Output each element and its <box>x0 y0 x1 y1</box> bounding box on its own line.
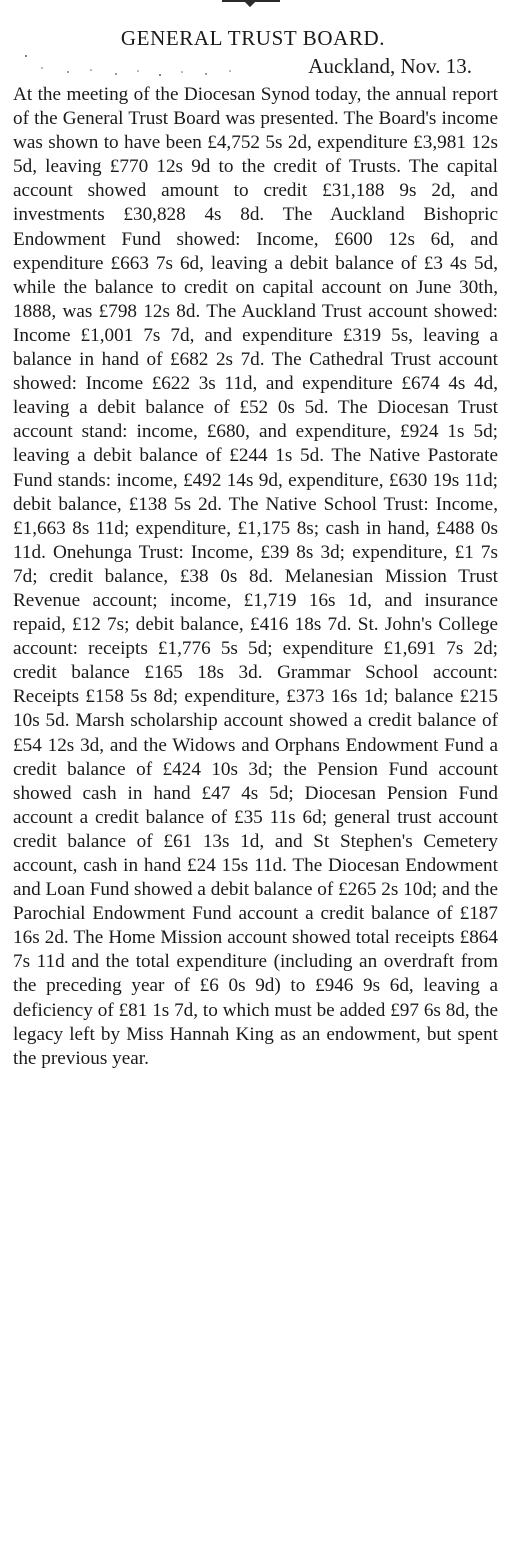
article-dateline: Auckland, Nov. 13. <box>308 54 472 78</box>
article-headline: GENERAL TRUST BOARD. <box>120 26 386 50</box>
article-body: At the meeting of the Diocesan Synod today, the annual report of the General Trust Board was presented. The Board's income was shown to have been £4,752 5s 2d, expenditure £3,981 12s 5d, leaving £770 12s 9d to the credit of Trusts. The capital account showed amount to credit £31,188 9s 2d, and investments £30,828 4s 8d. The Auckland Bishopric Endowment Fund showed: Income, £600 12s 6d, and expenditure £663 7s 6d, leaving a debit balance of £3 4s 5d, while the balance to credit on capital account on June 30th, 1888, was £798 12s 8d. The Auckland Trust account showed: Income £1,001 7s 7d, and expenditure £319 5s, leaving a balance in hand of £682 2s 7d. The Cathedral Trust account showed: Income £622 3s 11d, and expenditure £674 4s 4d, leaving a debit balance of £52 0s 5d. The Diocesan Trust account stand: income, £680, and expenditure, £924 1s 5d; leaving a debit balance of £244 1s 5d. The Native Pastorate Fund stands: income, £492 14s 9d, expenditure, £630 19s 11d; debit balance, £138 5s 2d. The Native School Trust: Income, £1,663 8s 11d; expenditure, £1,175 8s; cash in hand, £488 0s 11d. Onehunga Trust: Income, £39 8s 3d; expenditure, £1 7s 7d; credit balance, £38 0s 8d. Melanesian Mission Trust Revenue account; income, £1,719 16s 1d, and insurance repaid, £12 7s; debit balance, £416 18s 7d. St. John's College account: receipts £1,776 5s 5d; expenditure £1,691 7s 2d; credit balance £165 18s 3d. Grammar School account: Receipts £158 5s 8d; expenditure, £373 16s 1d; balance £215 10s 5d. Marsh scholarship account showed a credit balance of £54 12s 3d, and the Widows and Orphans Endowment Fund a credit balance of £424 10s 3d; the Pension Fund account showed cash in hand £47 4s 5d; Diocesan Pension Fund account a credit balance of £35 11s 6d; general trust account credit balance of £61 13s 1d, and St Stephen's Cemetery account, cash in hand £24 15s 11d. The Diocesan Endowment and Loan Fund showed a debit balance of £265 2s 10d; and the Parochial Endowment Fund account a credit balance of £187 16s 2d. The Home Mission account showed total receipts £864 7s 11d and the total expenditure (including an overdraft from the preceding year of £6 0s 9d) to £946 9s 6d, leaving a deficiency of £81 1s 7d, to which must be added £97 6s 8d, the legacy left by Miss Hannah King as an endowment, but spent the previous year. <box>13 84 498 1069</box>
print-specks-decoration <box>20 50 250 80</box>
diamond-ornament-icon <box>243 0 257 7</box>
column-rule-ornament <box>222 0 280 6</box>
